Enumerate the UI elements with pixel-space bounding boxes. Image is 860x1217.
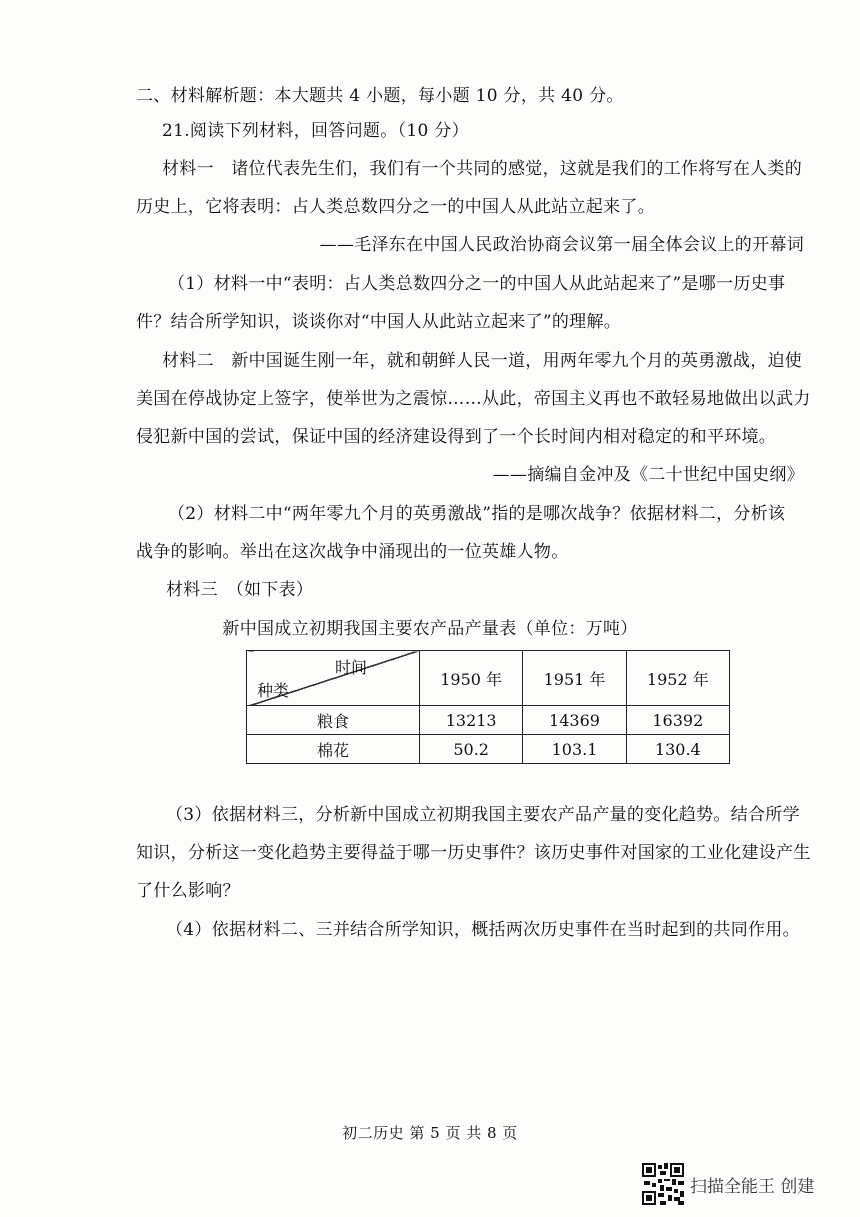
material1-line1: 材料一 诸位代表先生们，我们有一个共同的感觉，这就是我们的工作将写在人类的 — [162, 159, 803, 179]
header-year-1950: 1950 年 — [420, 651, 523, 706]
question-title: 21.阅读下列材料，回答问题。（10 分） — [162, 121, 469, 141]
table-cell: 50.2 — [420, 735, 523, 764]
page-footer: 初二历史 第 5 页 共 8 页 — [342, 1124, 518, 1142]
material3-label: 材料三 （如下表） — [166, 580, 314, 600]
header-year-1952: 1952 年 — [626, 651, 729, 706]
table-cell: 14369 — [523, 706, 626, 735]
table-cell: 130.4 — [626, 735, 729, 764]
header-time-label: 时间 — [334, 658, 367, 677]
sub1-line1: （1）材料一中“表明：占人类总数四分之一的中国人从此站起来了”是哪一历史事 — [168, 274, 786, 294]
sub2-line1: （2）材料二中“两年零九个月的英勇激战”指的是哪次战争？依据材料二，分析该 — [168, 504, 786, 524]
row-label-grain: 粮食 — [247, 706, 420, 735]
sub1-line2: 件？结合所学知识，谈谈你对“中国人从此站立起来了”的理解。 — [136, 312, 622, 332]
table-corner-cell — [247, 651, 420, 706]
sub3-line1: （3）依据材料三，分析新中国成立初期我国主要农产品产量的变化趋势。结合所学 — [166, 805, 800, 825]
qr-code-icon — [642, 1163, 684, 1205]
sub4-line1: （4）依据材料二、三并结合所学知识，概括两次历史事件在当时起到的共同作用。 — [166, 920, 800, 940]
row-label-cotton: 棉花 — [247, 735, 420, 764]
table-row — [247, 735, 730, 764]
sub3-line3: 了什么影响？ — [136, 881, 240, 901]
production-table — [246, 650, 730, 764]
table-row — [247, 706, 730, 735]
watermark-text: 扫描全能王 创建 — [690, 1176, 815, 1197]
material2-line3: 侵犯新中国的尝试，保证中国的经济建设得到了一个长时间内相对稳定的和平环境。 — [136, 427, 777, 447]
table-title: 新中国成立初期我国主要农产品产量表（单位：万吨） — [222, 619, 638, 639]
sub3-line2: 知识，分析这一变化趋势主要得益于哪一历史事件？该历史事件对国家的工业化建设产生 — [136, 843, 811, 863]
table-cell: 13213 — [420, 706, 523, 735]
header-year-1951: 1951 年 — [523, 651, 626, 706]
sub2-line2: 战争的影响。举出在这次战争中涌现出的一位英雄人物。 — [136, 542, 569, 562]
table-header-row — [247, 651, 730, 706]
table-cell: 16392 — [626, 706, 729, 735]
header-category-label: 种类 — [257, 681, 290, 700]
material2-line2: 美国在停战协定上签字，使举世为之震惊……从此，帝国主义再也不敢轻易地做出以武力 — [136, 389, 811, 409]
scanner-watermark — [642, 1163, 814, 1205]
material2-source: ——摘编自金冲及《二十世纪中国史纲》 — [492, 465, 804, 485]
section-heading: 二、材料解析题：本大题共 4 小题，每小题 10 分，共 40 分。 — [136, 86, 624, 106]
table-cell: 103.1 — [523, 735, 626, 764]
material1-line2: 历史上，它将表明：占人类总数四分之一的中国人从此站立起来了。 — [136, 197, 655, 217]
material2-line1: 材料二 新中国诞生刚一年，就和朝鲜人民一道，用两年零九个月的英勇激战，迫使 — [162, 351, 803, 371]
material1-source: ——毛泽东在中国人民政治协商会议第一届全体会议上的开幕词 — [319, 235, 804, 255]
